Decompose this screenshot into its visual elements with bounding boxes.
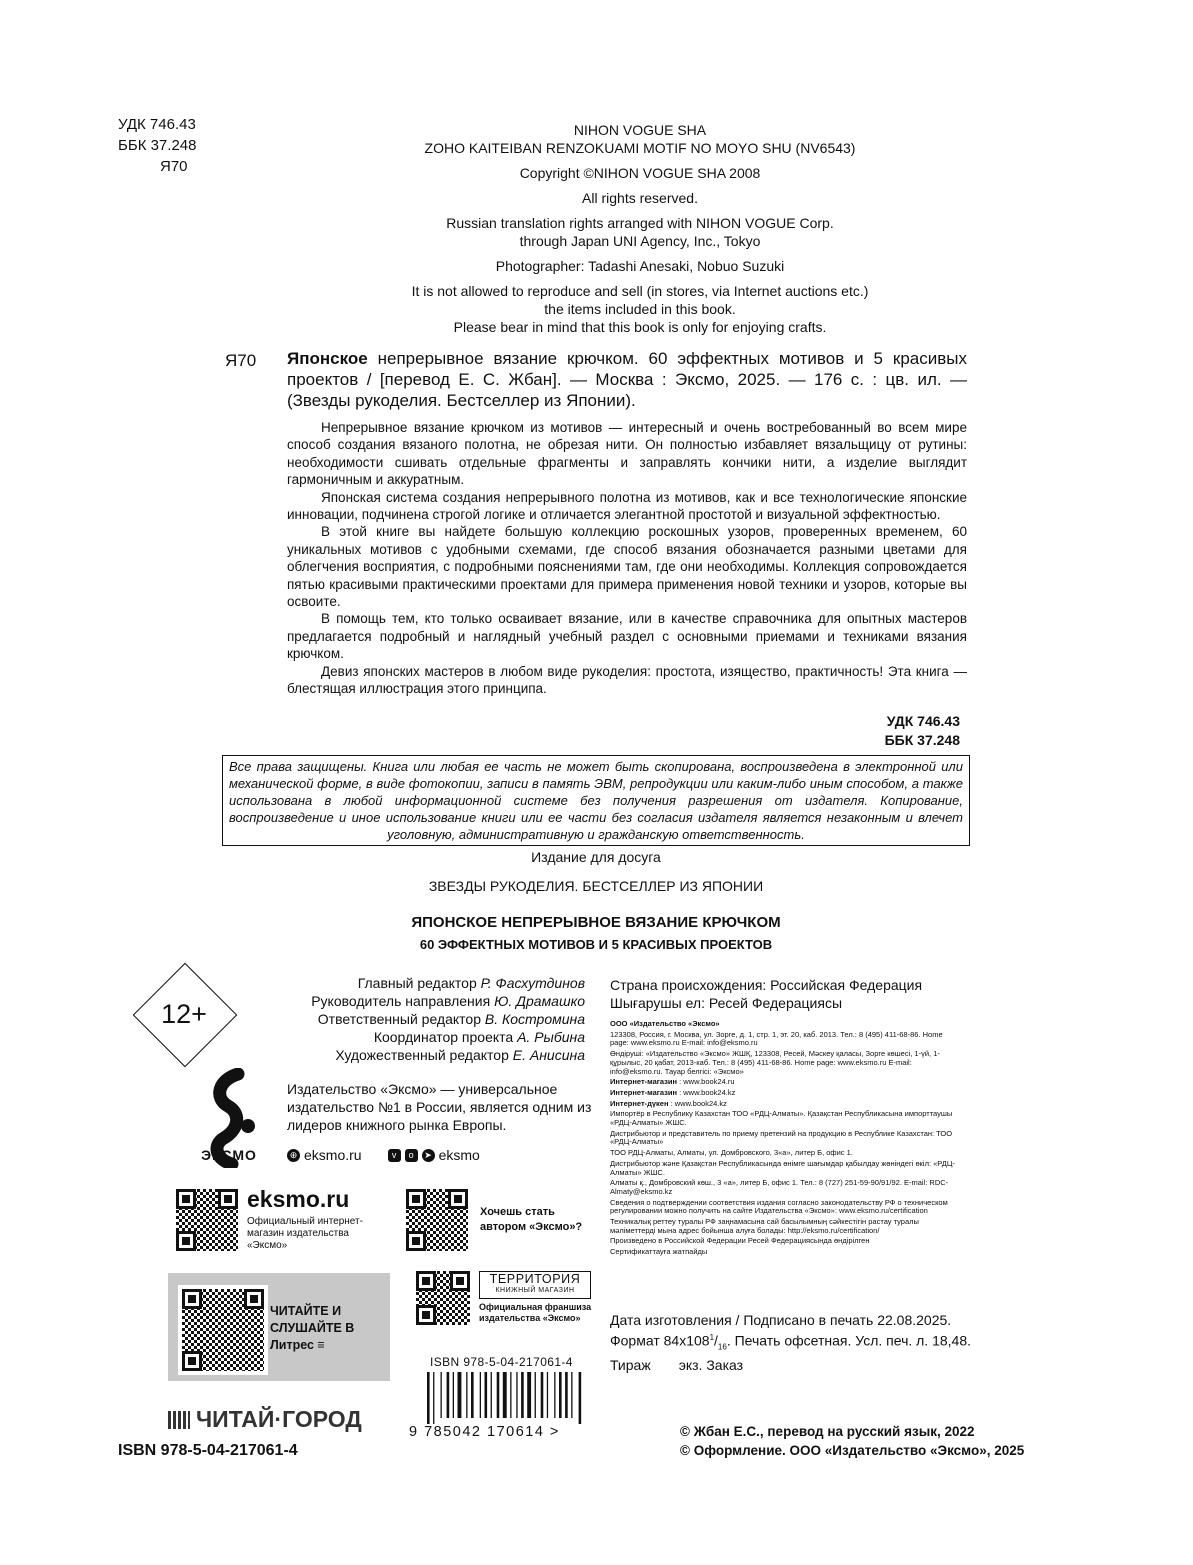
barcode-bar — [527, 1372, 531, 1418]
copyright-paragraph — [300, 121, 980, 157]
site-link[interactable]: eksmo.ru — [304, 1147, 362, 1163]
copyright-line: Photographer: Tadashi Anesaki, Nobuo Suzuki — [495, 258, 785, 274]
legal-text: Алматы қ., Домбровский көш., 3 «а», литер Б, офис 1. Тел.: 8 (727) 251-59-90/91/92. E-mail: RDC-Almaty@eksmo.kz — [610, 1178, 949, 1196]
legal-paragraph — [610, 1160, 955, 1177]
credit-line — [250, 1046, 585, 1064]
qr-finder-icon — [406, 1231, 426, 1251]
legal-text: Техникалық реттеу туралы РФ заңнамасына сай басылымның сәйкестігін растау туралы мәліметтерді мына адрес бойынша алуға болады: http://eksmo.ru/certification/ — [610, 1217, 919, 1235]
bbk-code: ББК 37.248 — [884, 732, 960, 748]
credit-name: Р. Фасхутдинов — [480, 975, 585, 991]
copyright-line: the items included in this book. — [544, 301, 736, 317]
legal-text: Дистрибьютор және Қазақстан Республикасында өнімге шағымдар қабылдау жөніндегі өкіл: «РДЦ-Алматы» ЖШС. — [610, 1158, 955, 1177]
format-rest: . Печать офсетная. Усл. печ. л. 18,48. — [726, 1332, 972, 1349]
territory-title: ТЕРРИТОРИЯ — [489, 1272, 581, 1286]
print-format: Формат $84х108^1/_{16}$. Печать офсетная. Усл. печ. л. 18,48. — [610, 1332, 972, 1352]
age-rating: 12+ — [161, 999, 207, 1029]
country-line: Шығарушы ел: Ресей Федерациясы — [610, 995, 843, 1011]
legal-paragraph — [610, 1149, 955, 1158]
credit-name: Е. Анисина — [512, 1047, 585, 1063]
barcode-bar — [458, 1372, 462, 1418]
book-title: ЯПОНСКОЕ НЕПРЕРЫВНОЕ ВЯЗАНИЕ КРЮЧКОМ — [411, 914, 781, 931]
legal-paragraph — [610, 1089, 955, 1098]
qr-finder-icon — [416, 1305, 436, 1325]
chitai-gorod-logo — [168, 1406, 362, 1433]
bbk-code: ББК 37.248 — [118, 137, 197, 154]
vk-icon: v — [388, 1149, 401, 1162]
barcode-bar — [491, 1372, 492, 1418]
barcode-bar — [510, 1372, 511, 1418]
barcode-bar — [471, 1372, 474, 1418]
legal-paragraph — [610, 1110, 955, 1127]
litres-qr-code[interactable] — [178, 1285, 268, 1375]
ok-icon: o — [405, 1149, 418, 1162]
legal-text: : www.book24.kz — [668, 1098, 727, 1108]
copyright-line: © Жбан Е.С., перевод на русский язык, 2022 — [680, 1424, 975, 1439]
shop-qr-code[interactable] — [176, 1189, 238, 1251]
credit-name: В. Костромина — [484, 1011, 585, 1027]
credit-role: Главный редактор — [357, 975, 481, 991]
barcode-bar — [497, 1372, 500, 1418]
copyright-paragraph — [300, 282, 980, 336]
format-denominator: 16 — [717, 1342, 727, 1352]
credits — [250, 974, 585, 1064]
barcode-bar — [433, 1372, 434, 1424]
barcode-bar — [547, 1372, 548, 1418]
author-mark: Я70 — [160, 158, 188, 175]
annotation-paragraph: Непрерывное вязание крючком из мотивов — интересный и очень востребованный во всем мире способ создания вязаного полотна, не обрезая нити. Он полностью избавляет вязальщицу от рутины: необходимости сшивать отдельные фрагменты и заправлять кончики нити, а изделие выглядит гармоничным и аккуратным. — [287, 420, 967, 488]
print-run-label: Тираж — [610, 1357, 651, 1374]
publisher-description: Издательство «Эксмо» — универсальное издательство №1 в России, является одним из лидеров книжного рынка Европы. — [287, 1081, 592, 1133]
barcode-bar — [447, 1372, 450, 1418]
credit-line — [250, 992, 585, 1010]
annotation-paragraph: Девиз японских мастеров в любом виде рукоделия: простота, изящество, практичность! Эта книга — блестящая иллюстрация этого принципа. — [287, 663, 967, 697]
credit-line — [250, 1010, 585, 1028]
chitai-gorod-word: ЧИТАЙ·ГОРОД — [196, 1406, 362, 1432]
legal-paragraph — [610, 1130, 955, 1147]
telegram-icon: ➤ — [422, 1149, 435, 1162]
copyright-line: Copyright ©NIHON VOGUE SHA 2008 — [519, 165, 761, 181]
litres-text: ЧИТАЙТЕ И СЛУШАЙТЕ В Литрес ≡ — [270, 1304, 355, 1352]
legal-paragraph — [610, 1100, 955, 1109]
legal-text: Произведено в Российской Федерации Ресей Федерациясында өндірілген — [610, 1236, 870, 1246]
territory-logo — [479, 1271, 591, 1299]
annotation — [287, 419, 967, 698]
legal-paragraph — [610, 1078, 955, 1087]
order-label: экз. Заказ — [678, 1357, 744, 1374]
biblio-text: непрерывное вязание крючком. 60 эффектных мотивов и 5 красивых проектов / [перевод Е. С. Жбан]. — Москва : Эксмо, 2025. — 176 с. : цв. ил. — (Звезды рукоделия. Бестселлер из Японии). — [287, 349, 967, 410]
qr-finder-icon — [416, 1271, 436, 1291]
legal-paragraph — [610, 1237, 955, 1246]
barcode-digits: 9 785042 170614 > — [409, 1424, 560, 1440]
chitai-gorod-bars-icon — [168, 1411, 190, 1429]
qr-finder-icon — [406, 1189, 426, 1209]
barcode-bar — [541, 1372, 544, 1418]
legal-text: Импортёр в Республику Казахстан ТОО «РДЦ-Алматы». Қазақстан Республикасына импорттаушы «РДЦ-Алматы» ЖШС. — [610, 1109, 953, 1128]
social-handle[interactable]: eksmo — [438, 1147, 480, 1163]
legal-text: : www.book24.kz — [677, 1087, 736, 1097]
copyright-line: ZOHO KAITEIBAN RENZOKUAMI MOTIF NO MOYO SHU (NV6543) — [424, 140, 856, 156]
barcode-bar — [579, 1372, 582, 1424]
territory-qr-code[interactable] — [416, 1271, 470, 1325]
copyright-paragraph — [300, 214, 980, 250]
copyright-line: through Japan UNI Agency, Inc., Tokyo — [519, 233, 761, 249]
barcode-bar — [427, 1372, 430, 1424]
barcode-bar — [485, 1372, 488, 1418]
biblio-code: Я70 — [225, 351, 257, 370]
country-line: Страна происхождения: Российская Федерация — [610, 977, 923, 993]
legal-text: Өндіруші: «Издательство «Эксмо» ЖШҚ, 123308, Ресей, Мәскеу қаласы, Зорге көшесі, 1-үй, 1-құрылыс, 20 қабат, 2013-каб. Тел.: 8 (495) 411-68-86. Home page: www.eksmo.ru E-mail: info@eksmo.ru. Тауар белгісі: «Эксмо» — [610, 1049, 940, 1076]
barcode-bar — [554, 1372, 555, 1418]
credit-name: Ю. Драмашко — [494, 993, 585, 1009]
legal-paragraph — [610, 1050, 955, 1076]
copyright-line: All rights reserved. — [582, 190, 698, 206]
rights-notice: Все права защищены. Книга или любая ее часть не может быть скопирована, воспроизведена в электронной или механической форме, в виде фотокопии, записи в память ЭВМ, репродукции или каким-либо иным способом, а также использована в любой информационной системе без получения разрешения от издателя. Копирование, воспроизведение и иное использование книги или ее части без согласия издателя является незаконным и влечет уголовную, административную и гражданскую ответственность. — [222, 755, 970, 846]
qr-finder-icon — [244, 1289, 264, 1309]
legal-text: Сертификаттауға жатпайды — [610, 1247, 708, 1257]
age-rating-badge — [132, 962, 236, 1066]
copyright-line: NIHON VOGUE SHA — [573, 122, 707, 138]
barcode-icon — [425, 1372, 593, 1424]
legal-text: Дистрибьютор и представитель по приему претензий на продукцию в Республике Казахстан: ТОО «РДЦ-Алматы» — [610, 1128, 953, 1147]
credit-role: Координатор проекта — [373, 1029, 518, 1045]
copyright-paragraph — [300, 189, 980, 207]
credit-role: Ответственный редактор — [317, 1011, 485, 1027]
biblio-record — [287, 348, 967, 411]
legal-paragraph — [610, 1199, 955, 1216]
copyright-line: Russian translation rights arranged with NIHON VOGUE Corp. — [446, 215, 834, 231]
shop-subtitle: Официальный интернет-магазин издательства «Эксмо» — [247, 1216, 363, 1251]
eksmo-logo-word: ЭКСМО — [201, 1147, 257, 1163]
qr-finder-icon — [182, 1351, 202, 1371]
legal-text: : www.book24.ru — [677, 1077, 735, 1087]
isbn: ISBN 978-5-04-217061-4 — [118, 1442, 298, 1459]
qr-finder-icon — [448, 1189, 468, 1209]
qr-finder-icon — [176, 1189, 196, 1209]
barcode-bar — [466, 1372, 467, 1418]
credit-line — [250, 1028, 585, 1046]
qr-finder-icon — [176, 1231, 196, 1251]
barcode-bar — [516, 1372, 517, 1418]
legal-paragraph — [610, 1218, 955, 1235]
barcode-bar — [441, 1372, 442, 1418]
credit-name: А. Рыбина — [517, 1029, 585, 1045]
legal-info — [610, 1020, 955, 1259]
copyright-notice — [680, 1422, 1024, 1460]
annotation-paragraph: В помощь тем, кто только осваивает вязание, или в качестве справочника для опытных мастеров предлагается подробный и наглядный учебный раздел с основными приемами и техниками вязания крючком. — [287, 611, 967, 662]
legal-text: ТОО РДЦ-Алматы, Алматы, ул. Домбровского, 3«а», литер Б, офис 1. — [610, 1148, 853, 1158]
print-info — [610, 1311, 990, 1374]
legal-paragraph — [610, 1248, 955, 1257]
barcode-bar — [521, 1372, 524, 1418]
copyright-paragraph — [300, 164, 980, 182]
copyright-line: © Оформление. ООО «Издательство «Эксмо», 2025 — [680, 1443, 1025, 1458]
udk-code: УДК 746.43 — [118, 116, 196, 133]
print-date: Дата изготовления / Подписано в печать 22.08.2025. — [610, 1312, 952, 1328]
legal-text: 123308, Россия, г. Москва, ул. Зорге, д. 1, стр. 1, эт. 20, каб. 2013. Тел.: 8 (495) 411-68-86. Home page: www.eksmo.ru E-mail: info@eksmo.ru — [610, 1029, 943, 1048]
credit-role: Художественный редактор — [335, 1047, 513, 1063]
barcode-isbn: ISBN 978-5-04-217061-4 — [430, 1355, 573, 1369]
qr-finder-icon — [182, 1289, 202, 1309]
copyright-paragraph — [300, 257, 980, 275]
annotation-paragraph: Японская система создания непрерывного полотна из мотивов, как и все технологические японские инновации, подчинена строгой логике и отличается элегантной простотой и визуальной эффектностью. — [287, 489, 967, 523]
legal-bold: Интернет-магазин — [610, 1077, 677, 1087]
author-qr-code[interactable] — [406, 1189, 468, 1251]
barcode-bar — [503, 1372, 507, 1418]
original-copyright-block — [300, 121, 980, 343]
copyright-line: Please bear in mind that this book is only for enjoying crafts. — [453, 319, 827, 335]
udk-top — [118, 114, 196, 177]
print-run — [610, 1356, 990, 1374]
legal-paragraph — [610, 1031, 955, 1048]
shop-title: eksmo.ru — [247, 1186, 350, 1212]
format-prefix: Формат 84х108 — [610, 1332, 710, 1349]
qr-finder-icon — [450, 1271, 470, 1291]
udk-code: УДК 746.43 — [886, 713, 960, 729]
legal-bold: Интернет-дүкен — [610, 1098, 669, 1108]
publisher-links — [287, 1147, 480, 1163]
udk-right — [820, 712, 960, 750]
credit-line — [250, 974, 585, 992]
legal-paragraph — [610, 1179, 955, 1196]
edition-type: Издание для досуга — [531, 849, 661, 865]
format-numerator: 1 — [709, 1333, 715, 1342]
author-prompt: Хочешь стать автором «Эксмо»? — [480, 1206, 583, 1233]
legal-bold: ООО «Издательство «Эксмо» — [610, 1019, 720, 1028]
barcode-bar — [559, 1372, 562, 1418]
legal-paragraph — [610, 1020, 955, 1029]
credit-role: Руководитель направления — [311, 993, 495, 1009]
book-subtitle: 60 ЭФФЕКТНЫХ МОТИВОВ И 5 КРАСИВЫХ ПРОЕКТОВ — [419, 937, 773, 952]
barcode-bar — [565, 1372, 568, 1418]
globe-icon: ⊕ — [287, 1149, 300, 1162]
copyright-line: It is not allowed to reproduce and sell (in stores, via Internet auctions etc.) — [411, 283, 869, 299]
series-name: ЗВЕЗДЫ РУКОДЕЛИЯ. БЕСТСЕЛЛЕР ИЗ ЯПОНИИ — [428, 878, 764, 894]
qr-finder-icon — [218, 1189, 238, 1209]
territory-caption: Официальная франшиза издательства «Эксмо» — [479, 1302, 592, 1323]
annotation-paragraph: В этой книге вы найдете большую коллекцию роскошных узоров, проверенных временем, 60 уникальных мотивов с удобными схемами, где способ вязания обозначается разными цветами для облегчения восприятия, с подробными пояснениями там, где они необходимы. Коллекция сопровождается пятью красивыми практическими проектами для примера применения новой техники и узоров, которые вы освоите. — [287, 524, 967, 610]
barcode-bar — [453, 1372, 454, 1418]
barcode-bar — [480, 1372, 481, 1418]
territory-subtitle: КНИЖНЫЙ МАГАЗИН — [495, 1287, 575, 1294]
country-of-origin — [610, 976, 990, 1012]
litres-promo — [168, 1273, 390, 1381]
barcode-bar — [571, 1372, 572, 1418]
barcode-bar — [535, 1372, 536, 1418]
legal-bold: Интернет-магазин — [610, 1087, 677, 1097]
legal-text: Сведения о подтверждении соответствия издания согласно законодательству РФ о техническом регулировании можно получить на сайте Издательства «Эксмо»: www.eksmo.ru/certification — [610, 1197, 948, 1216]
biblio-lead: Японское — [287, 349, 368, 368]
